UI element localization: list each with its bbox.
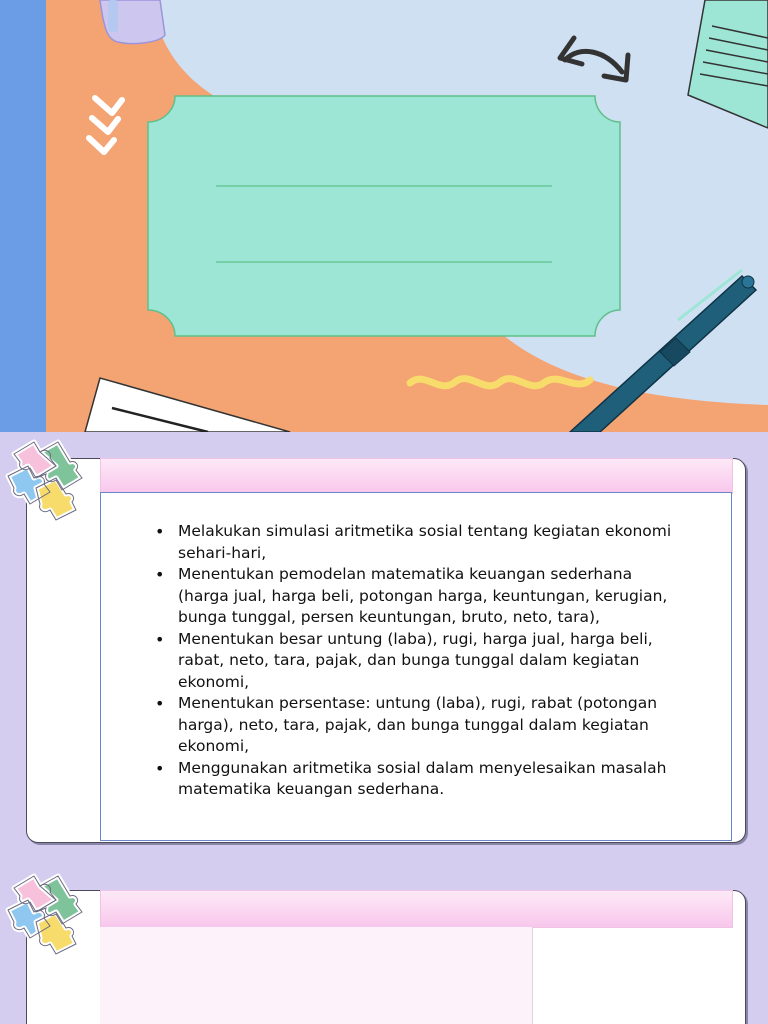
objective-item: • Menentukan pemodelan matematika keuangan sederhana (harga jual, harga beli, potongan harga, keuntungan, kerugian, bunga tunggal, persen keuntungan, bruto, neto, tara),	[178, 564, 681, 629]
cover-illustration	[0, 0, 768, 432]
title-ticket	[148, 96, 620, 336]
tape-icon	[100, 0, 165, 44]
header-bar	[100, 458, 733, 494]
puzzle-icon	[0, 432, 90, 522]
pink-panel	[100, 927, 533, 1024]
blue-side-strip	[0, 0, 48, 432]
objective-item: • Menggunakan aritmetika sosial dalam menyelesaikan masalah matematika keuangan sederhana.	[178, 758, 681, 801]
double-arrow-icon	[560, 38, 628, 80]
objective-item: • Melakukan simulasi aritmetika sosial tentang kegiatan ekonomi sehari-hari,	[178, 521, 681, 564]
objective-item: • Menentukan persentase: untung (laba), rugi, rabat (potongan harga), neto, tara, pajak, dan bunga tunggal dalam kegiatan ekonomi,	[178, 693, 681, 758]
objectives-list	[101, 493, 731, 801]
next-slide	[0, 864, 768, 1024]
header-bar	[100, 890, 733, 928]
objectives-box	[100, 492, 732, 841]
puzzle-icon	[0, 866, 90, 956]
note-paper-icon	[688, 0, 768, 128]
objectives-slide	[0, 432, 768, 864]
cover-slide	[0, 0, 768, 432]
objective-item: • Menentukan besar untung (laba), rugi, harga jual, harga beli, rabat, neto, tara, pajak, dan bunga tunggal dalam kegiatan ekonomi,	[178, 629, 681, 694]
